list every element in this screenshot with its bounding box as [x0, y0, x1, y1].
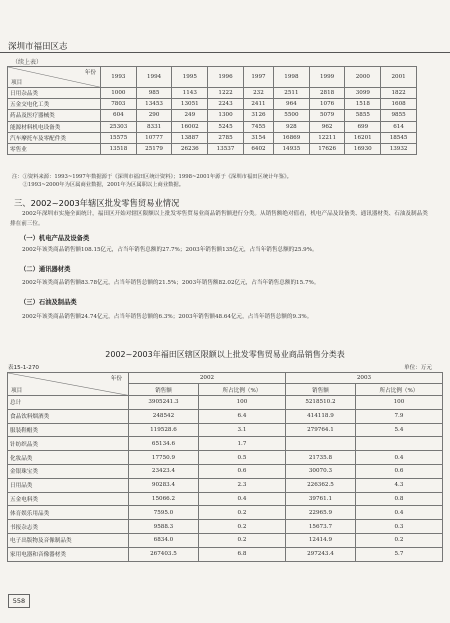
table-cell: 6.4: [198, 409, 285, 423]
table-cell: 6402: [243, 143, 273, 154]
table-row: [8, 143, 417, 154]
table-cell: 16869: [274, 132, 310, 143]
table1-year-header: 1998: [274, 67, 310, 88]
table-cell: 1822: [381, 88, 417, 99]
table-cell: 964: [274, 99, 310, 110]
table1-corner-bottom: 项目: [11, 80, 23, 86]
table1-year-header: 2000: [345, 67, 381, 88]
table-cell: 279764.1: [285, 423, 355, 437]
table-cell: 928: [274, 121, 310, 132]
row-label: 汽车摩托车及零配件类: [8, 132, 101, 143]
table-cell: 232: [243, 88, 273, 99]
subsection-text: 2002年该类商品销售额108.15亿元，占当年销售总额的27.7%；2003年销售额135亿元，占当年销售总额的25.9%。: [22, 247, 318, 253]
table-row: [8, 423, 443, 437]
table2-subheader: 销售额: [285, 384, 355, 396]
table1-year-header: 1993: [101, 67, 137, 88]
table-cell: 5.7: [355, 547, 442, 561]
table-cell: 18545: [381, 132, 417, 143]
table-cell: 985: [136, 88, 172, 99]
table-cell: 1143: [172, 88, 208, 99]
table-cell: 10777: [136, 132, 172, 143]
table-cell: 30070.3: [285, 464, 355, 478]
row-label: 日用品类: [8, 478, 129, 492]
table-cell: 39761.1: [285, 492, 355, 506]
table-cell: 0.4: [355, 451, 442, 465]
table2-body: [8, 396, 443, 562]
table-cell: 13518: [101, 143, 137, 154]
section-heading: 三、2002~2003年辖区批发零售贸易业情况: [14, 198, 180, 208]
table-cell: 7.9: [355, 409, 442, 423]
table1-corner-top: 年份: [84, 70, 96, 76]
table-cell: 7803: [101, 99, 137, 110]
table1-year-header: 1999: [309, 67, 345, 88]
table-cell: 249: [172, 110, 208, 121]
table-cell: 13887: [172, 132, 208, 143]
table-cell: 12414.9: [285, 533, 355, 547]
table2-number: 表15-1-270: [8, 365, 39, 371]
table2-corner-bottom: 项目: [11, 388, 23, 394]
row-label: 日用杂品类: [8, 88, 101, 99]
continued-label: （续上表）: [12, 59, 43, 66]
row-label: 食品饮料烟酒类: [8, 409, 129, 423]
table-cell: 1222: [208, 88, 244, 99]
table-cell: 1.7: [198, 437, 285, 451]
table-row: [8, 464, 443, 478]
table-cell: 0.2: [355, 533, 442, 547]
table2-year-header: 2003: [285, 373, 442, 384]
table-cell: 7455: [243, 121, 273, 132]
table-cell: 23423.4: [129, 464, 199, 478]
row-label: 体育娱乐用品类: [8, 506, 129, 520]
table-cell: 0.5: [198, 451, 285, 465]
table-cell: 1000: [101, 88, 137, 99]
table2-year-header: 2002: [129, 373, 286, 384]
table-row: [8, 478, 443, 492]
row-label: 零售业: [8, 143, 101, 154]
row-label: 服装鞋帽类: [8, 423, 129, 437]
table-cell: 267403.5: [129, 547, 199, 561]
subsection-heading: （二）通讯器材类: [20, 266, 71, 273]
table-cell: 414118.9: [285, 409, 355, 423]
row-label: 家用电器和音像器材类: [8, 547, 129, 561]
row-label: 针纺织品类: [8, 437, 129, 451]
table-cell: 0.3: [355, 520, 442, 534]
table-cell: 5245: [208, 121, 244, 132]
table-cell: 12211: [309, 132, 345, 143]
table-cell: 100: [355, 396, 442, 410]
table-row: [8, 110, 417, 121]
table-cell: 1076: [309, 99, 345, 110]
table-cell: 3.1: [198, 423, 285, 437]
table-cell: 13932: [381, 143, 417, 154]
row-label: 电子出版物及音像制品类: [8, 533, 129, 547]
table-row: [8, 88, 417, 99]
table-cell: 17626: [309, 143, 345, 154]
table-cell: 16201: [345, 132, 381, 143]
table-row: [8, 520, 443, 534]
table-cell: 3905241.3: [129, 396, 199, 410]
table-cell: 2411: [243, 99, 273, 110]
table-cell: 25179: [136, 143, 172, 154]
table-cell: 13051: [172, 99, 208, 110]
table-1993-2001: [7, 66, 417, 155]
table1-year-header: 1995: [172, 67, 208, 88]
table-cell: 2511: [274, 88, 310, 99]
table-cell: 9588.3: [129, 520, 199, 534]
table-cell: 15066.2: [129, 492, 199, 506]
table-cell: 15575: [101, 132, 137, 143]
table-cell: 699: [345, 121, 381, 132]
table-2002-2003: [7, 372, 443, 562]
table2-corner-top: 年份: [110, 376, 122, 382]
row-label: 金银珠宝类: [8, 464, 129, 478]
table-cell: 16002: [172, 121, 208, 132]
table-cell: 0.6: [198, 464, 285, 478]
table-cell: 25303: [101, 121, 137, 132]
subsection-heading: （一）机电产品及设备类: [20, 235, 90, 242]
table-cell: 8331: [136, 121, 172, 132]
table-cell: 1608: [381, 99, 417, 110]
table-cell: 297243.4: [285, 547, 355, 561]
table-cell: 2.3: [198, 478, 285, 492]
table-cell: 3099: [345, 88, 381, 99]
row-label: 五金电料类: [8, 492, 129, 506]
row-label: 能源材料机电设备类: [8, 121, 101, 132]
table-cell: 5079: [309, 110, 345, 121]
row-label: 药品及医疗器械类: [8, 110, 101, 121]
table-row: [8, 547, 443, 561]
table2-subheader: 所占比例（%）: [198, 384, 285, 396]
table-row: [8, 396, 443, 410]
table-cell: 962: [309, 121, 345, 132]
table-row: [8, 533, 443, 547]
table-cell: 3126: [243, 110, 273, 121]
page-number: 558: [8, 594, 30, 608]
table-row: [8, 121, 417, 132]
table-cell: 5855: [345, 110, 381, 121]
table-cell: 7595.0: [129, 506, 199, 520]
table-cell: 6834.0: [129, 533, 199, 547]
running-title: 深圳市福田区志: [8, 42, 68, 52]
table-cell: 226362.5: [285, 478, 355, 492]
table-cell: 21735.8: [285, 451, 355, 465]
table-cell: 5500: [274, 110, 310, 121]
table-cell: 90283.4: [129, 478, 199, 492]
table-row: [8, 506, 443, 520]
table-cell: 604: [101, 110, 137, 121]
table-cell: 290: [136, 110, 172, 121]
subsection-heading: （三）石油及制品类: [20, 299, 77, 306]
row-label: 总计: [8, 396, 129, 410]
table-cell: 5.4: [355, 423, 442, 437]
table-cell: 9855: [381, 110, 417, 121]
table-cell: [285, 437, 355, 451]
table-row: [8, 99, 417, 110]
subsection-text: 2002年该类商品销售额24.74亿元，占当年销售总额的6.3%；2003年销售额48.64亿元，占当年销售总额的9.3%。: [22, 314, 313, 320]
table-cell: 0.2: [198, 520, 285, 534]
table-cell: 4.3: [355, 478, 442, 492]
row-label: 化妆品类: [8, 451, 129, 465]
header-rule: [0, 52, 450, 53]
table-cell: 6.8: [198, 547, 285, 561]
section-intro: 2002年深圳市实施全面统计，福田区开始对辖区限额以上批发零售贸易业商品销售额进行分类。从销售额绝对值看，机电产品及设备类、通讯器材类、石油及制品类排在前三位。: [10, 211, 428, 227]
table-cell: 0.6: [355, 464, 442, 478]
table2-subheader: 所占比例（%）: [355, 384, 442, 396]
table-cell: 2243: [208, 99, 244, 110]
table-cell: 2785: [208, 132, 244, 143]
table-cell: 13453: [136, 99, 172, 110]
table-cell: 1300: [208, 110, 244, 121]
table-cell: 614: [381, 121, 417, 132]
table-cell: 16930: [345, 143, 381, 154]
table1-year-header: 2001: [381, 67, 417, 88]
table-cell: [355, 437, 442, 451]
table2-unit: 单位：万元: [404, 365, 432, 371]
table1-year-header: 1996: [208, 67, 244, 88]
table-cell: 5218510.2: [285, 396, 355, 410]
table1-notes: [12, 173, 432, 190]
table-cell: 26236: [172, 143, 208, 154]
note-line: ②1993~2000年为区属商业数据，2001年为区属职以上商业数据。: [12, 182, 185, 189]
table-row: [8, 492, 443, 506]
table-cell: 2818: [309, 88, 345, 99]
table2-title: 2002~2003年福田区辖区限额以上批发零售贸易业商品销售分类表: [105, 350, 345, 359]
table-cell: 65134.6: [129, 437, 199, 451]
note-line: 注：①资料来源：1993~1997年数据源于《深圳市福田区统计资料》；1998~2001年源于《深圳市福田区统计年鉴》。: [12, 174, 292, 180]
table-row: [8, 451, 443, 465]
table2-corner-cell: [8, 373, 129, 396]
table1-corner-cell: [8, 67, 101, 88]
table-row: [8, 437, 443, 451]
table-cell: 0.8: [355, 492, 442, 506]
table1-body: [8, 88, 417, 155]
table-cell: 17750.9: [129, 451, 199, 465]
table-row: [8, 132, 417, 143]
row-label: 书报杂志类: [8, 520, 129, 534]
table-cell: 15673.7: [285, 520, 355, 534]
table-cell: 1518: [345, 99, 381, 110]
table-cell: 0.4: [198, 492, 285, 506]
subsection-text: 2002年该类商品销售额83.78亿元，占当年销售总额的21.5%；2003年销售额82.02亿元，占当年销售总额的15.7%。: [22, 280, 320, 286]
table-cell: 0.2: [198, 506, 285, 520]
table-cell: 0.2: [198, 533, 285, 547]
table-cell: 13537: [208, 143, 244, 154]
table-cell: 119528.6: [129, 423, 199, 437]
table-cell: 100: [198, 396, 285, 410]
table2-subheader: 销售额: [129, 384, 199, 396]
table-cell: 22965.9: [285, 506, 355, 520]
table-cell: 14935: [274, 143, 310, 154]
table-row: [8, 409, 443, 423]
table1-year-header: 1997: [243, 67, 273, 88]
row-label: 五金交电化工类: [8, 99, 101, 110]
table-cell: 0.4: [355, 506, 442, 520]
table-cell: 3154: [243, 132, 273, 143]
table-cell: 248542: [129, 409, 199, 423]
table1-year-header: 1994: [136, 67, 172, 88]
